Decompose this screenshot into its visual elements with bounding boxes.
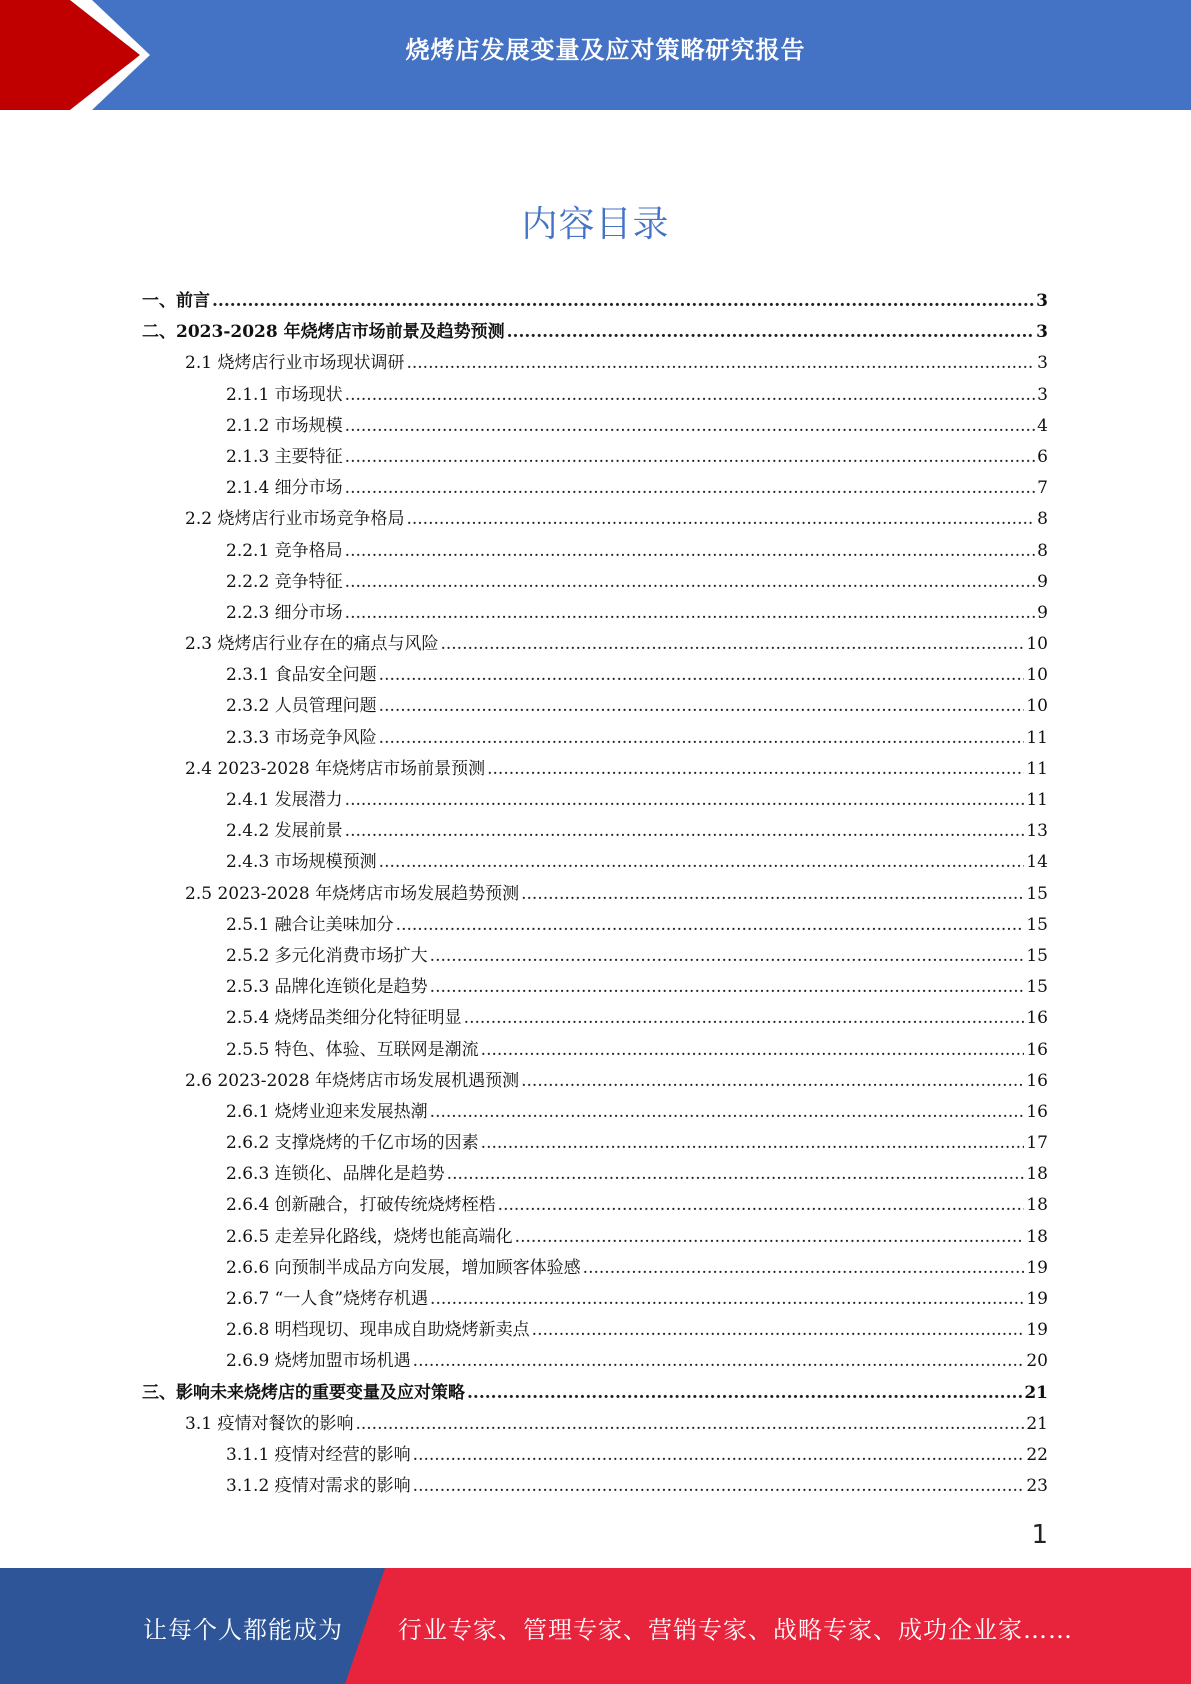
footer-slogan-right: 行业专家、管理专家、营销专家、战略专家、成功企业家…… xyxy=(398,1616,1073,1644)
toc-entry-label: 2.5.2 多元化消费市场扩大 xyxy=(226,945,428,966)
toc-dot-leader xyxy=(379,691,1025,722)
toc-entry-label: 2.4.3 市场规模预测 xyxy=(226,852,377,873)
toc-dot-leader xyxy=(430,941,1025,972)
toc-dot-leader xyxy=(345,598,1036,629)
toc-entry-label: 2.2.3 细分市场 xyxy=(226,602,343,623)
toc-entry[interactable] xyxy=(142,286,1048,317)
toc-entry-label: 2.6.2 支撑烧烤的千亿市场的因素 xyxy=(226,1133,479,1154)
toc-entry[interactable] xyxy=(142,1284,1048,1315)
toc-entry-page: 14 xyxy=(1026,852,1048,873)
toc-dot-leader xyxy=(487,754,1024,785)
toc-dot-leader xyxy=(406,504,1035,535)
toc-entry[interactable] xyxy=(142,348,1048,379)
toc-entry[interactable] xyxy=(142,785,1048,816)
toc-entry-label: 3.1.1 疫情对经营的影响 xyxy=(226,1444,411,1465)
toc-entry-label: 2.2 烧烤店行业市场竞争格局 xyxy=(185,509,405,530)
toc-dot-leader xyxy=(413,1440,1025,1471)
toc-entry-page: 10 xyxy=(1026,696,1048,717)
toc-dot-leader xyxy=(430,972,1025,1003)
toc-entry[interactable] xyxy=(142,1315,1048,1346)
toc-entry[interactable] xyxy=(142,1066,1048,1097)
toc-entry-label: 2.5.5 特色、体验、互联网是潮流 xyxy=(226,1039,479,1060)
toc-dot-leader xyxy=(379,660,1025,691)
toc-entry[interactable] xyxy=(142,598,1048,629)
toc-entry[interactable] xyxy=(142,442,1048,473)
toc-entry-label: 2.4.1 发展潜力 xyxy=(226,790,343,810)
toc-entry-label: 三、影响未来烧烤店的重要变量及应对策略 xyxy=(142,1382,465,1403)
toc-entry-label: 2.1.4 细分市场 xyxy=(226,478,343,499)
toc-entry-page: 11 xyxy=(1026,758,1048,779)
toc-entry[interactable] xyxy=(142,847,1048,878)
toc-entry-page: 3 xyxy=(1037,353,1048,374)
toc-heading: 内容目录 xyxy=(521,204,670,245)
toc-dot-leader xyxy=(345,442,1036,473)
toc-dot-leader xyxy=(413,1471,1025,1502)
toc-entry[interactable] xyxy=(142,1378,1048,1409)
toc-entry-page: 13 xyxy=(1026,821,1048,842)
toc-entry-label: 2.6.3 连锁化、品牌化是趋势 xyxy=(226,1164,445,1185)
toc-entry-page: 21 xyxy=(1024,1382,1048,1403)
toc-dot-leader xyxy=(355,1409,1024,1440)
toc-entry-page: 8 xyxy=(1037,509,1048,530)
toc-dot-leader xyxy=(345,816,1025,847)
toc-entry-label: 2.3.3 市场竞争风险 xyxy=(226,727,377,748)
toc-entry-page: 4 xyxy=(1037,415,1048,436)
toc-entry[interactable] xyxy=(142,972,1048,1003)
toc-dot-leader xyxy=(447,1159,1025,1190)
toc-entry-label: 2.6.9 烧烤加盟市场机遇 xyxy=(226,1351,411,1372)
toc-entry[interactable] xyxy=(142,879,1048,910)
toc-dot-leader xyxy=(481,1128,1025,1159)
toc-entry-label: 2.3 烧烤店行业存在的痛点与风险 xyxy=(185,634,439,655)
toc-entry-page: 16 xyxy=(1026,1070,1048,1091)
toc-entry-label: 2.6.8 明档现切、现串成自助烧烤新卖点 xyxy=(226,1320,530,1341)
toc-entry-page: 15 xyxy=(1026,977,1048,998)
toc-entry[interactable] xyxy=(142,411,1048,442)
toc-dot-leader xyxy=(521,1066,1024,1097)
toc-entry-page: 22 xyxy=(1026,1444,1048,1465)
toc-dot-leader xyxy=(440,629,1024,660)
toc-entry[interactable] xyxy=(142,473,1048,504)
toc-entry-page: 10 xyxy=(1026,634,1048,655)
toc-entry-label: 3.1.2 疫情对需求的影响 xyxy=(226,1476,411,1497)
toc-dot-leader xyxy=(345,473,1036,504)
toc-dot-leader xyxy=(345,380,1036,411)
toc-entry[interactable] xyxy=(142,1440,1048,1471)
toc-entry-label: 2.6.1 烧烤业迎来发展热潮 xyxy=(226,1101,428,1122)
table-of-contents xyxy=(142,286,1048,1502)
toc-entry-page: 3 xyxy=(1036,291,1048,311)
toc-entry-page: 19 xyxy=(1026,1320,1048,1341)
toc-entry-label: 二、2023-2028 年烧烤店市场前景及趋势预测 xyxy=(142,322,505,343)
toc-entry[interactable] xyxy=(142,691,1048,722)
toc-dot-leader xyxy=(379,847,1025,878)
toc-entry[interactable] xyxy=(142,754,1048,785)
toc-entry-label: 2.1.3 主要特征 xyxy=(226,446,343,467)
toc-entry-page: 19 xyxy=(1026,1257,1048,1278)
toc-dot-leader xyxy=(430,1284,1024,1315)
toc-dot-leader xyxy=(507,317,1035,348)
toc-dot-leader xyxy=(481,1035,1025,1066)
toc-dot-leader xyxy=(583,1253,1025,1284)
toc-dot-leader xyxy=(464,1003,1025,1034)
toc-entry-label: 2.2.2 竞争特征 xyxy=(226,571,343,592)
toc-entry-label: 2.4.2 发展前景 xyxy=(226,821,343,842)
toc-entry[interactable] xyxy=(142,1346,1048,1377)
toc-entry[interactable] xyxy=(142,723,1048,754)
toc-entry-page: 16 xyxy=(1026,1008,1048,1029)
toc-entry-page: 6 xyxy=(1037,446,1048,467)
page-number: 1 xyxy=(1031,1520,1048,1550)
toc-entry[interactable] xyxy=(142,1190,1048,1221)
toc-entry-page: 19 xyxy=(1026,1289,1048,1309)
toc-entry-label: 2.5.1 融合让美味加分 xyxy=(226,914,394,935)
toc-entry[interactable] xyxy=(142,1222,1048,1253)
toc-entry-page: 18 xyxy=(1026,1226,1048,1247)
toc-entry-label: 2.1.2 市场规模 xyxy=(226,415,343,436)
toc-entry-label: 2.1 烧烤店行业市场现状调研 xyxy=(185,353,405,374)
toc-dot-leader xyxy=(212,286,1034,317)
toc-dot-leader xyxy=(345,411,1036,442)
toc-entry-page: 20 xyxy=(1026,1351,1048,1372)
toc-entry[interactable] xyxy=(142,1097,1048,1128)
toc-entry[interactable] xyxy=(142,567,1048,598)
toc-entry-page: 9 xyxy=(1037,571,1048,592)
footer-banner xyxy=(0,1568,1191,1684)
toc-dot-leader xyxy=(345,567,1036,598)
toc-dot-leader xyxy=(345,785,1025,816)
toc-dot-leader xyxy=(396,910,1025,941)
toc-entry-page: 15 xyxy=(1026,883,1048,904)
toc-entry[interactable] xyxy=(142,910,1048,941)
toc-dot-leader xyxy=(430,1097,1025,1128)
toc-entry[interactable] xyxy=(142,504,1048,535)
toc-dot-leader xyxy=(467,1378,1022,1409)
toc-dot-leader xyxy=(521,879,1024,910)
toc-entry-page: 10 xyxy=(1026,665,1048,686)
toc-dot-leader xyxy=(413,1346,1025,1377)
toc-entry-page: 18 xyxy=(1026,1195,1048,1216)
toc-dot-leader xyxy=(532,1315,1025,1346)
toc-entry[interactable] xyxy=(142,1253,1048,1284)
toc-entry[interactable] xyxy=(142,1409,1048,1440)
toc-entry-label: 2.6 2023-2028 年烧烤店市场发展机遇预测 xyxy=(185,1070,520,1091)
toc-entry-label: 3.1 疫情对餐饮的影响 xyxy=(185,1413,354,1434)
toc-entry[interactable] xyxy=(142,629,1048,660)
toc-entry-page: 23 xyxy=(1026,1476,1048,1497)
toc-dot-leader xyxy=(498,1190,1025,1221)
toc-entry-label: 2.6.4 创新融合，打破传统烧烤桎梏 xyxy=(226,1195,496,1216)
toc-entry-label: 2.2.1 竞争格局 xyxy=(226,540,343,561)
toc-entry[interactable] xyxy=(142,1128,1048,1159)
toc-entry[interactable] xyxy=(142,317,1048,348)
toc-entry-label: 2.3.2 人员管理问题 xyxy=(226,696,377,717)
toc-entry[interactable] xyxy=(142,1471,1048,1502)
toc-entry-page: 11 xyxy=(1026,790,1048,810)
toc-entry[interactable] xyxy=(142,1003,1048,1034)
toc-entry-label: 2.5.4 烧烤品类细分化特征明显 xyxy=(226,1008,462,1029)
toc-entry-page: 16 xyxy=(1026,1039,1048,1060)
toc-entry-label: 2.1.1 市场现状 xyxy=(226,384,343,405)
report-title: 烧烤店发展变量及应对策略研究报告 xyxy=(405,36,806,64)
toc-entry-label: 一、前言 xyxy=(142,291,210,311)
toc-entry-page: 3 xyxy=(1036,322,1048,343)
toc-entry[interactable] xyxy=(142,536,1048,567)
toc-entry-label: 2.6.5 走差异化路线，烧烤也能高端化 xyxy=(226,1226,513,1247)
toc-entry[interactable] xyxy=(142,1159,1048,1190)
toc-dot-leader xyxy=(345,536,1036,567)
toc-entry[interactable] xyxy=(142,1035,1048,1066)
toc-dot-leader xyxy=(379,723,1025,754)
header-bar xyxy=(0,0,1191,110)
toc-entry-label: 2.4 2023-2028 年烧烤店市场前景预测 xyxy=(185,758,486,779)
toc-entry-page: 15 xyxy=(1026,914,1048,935)
toc-entry-page: 9 xyxy=(1037,602,1048,623)
toc-entry-page: 3 xyxy=(1037,384,1048,405)
footer-slogan-left: 让每个人都能成为 xyxy=(143,1616,343,1644)
toc-dot-leader xyxy=(515,1222,1025,1253)
toc-entry-page: 15 xyxy=(1026,945,1048,966)
toc-entry-page: 18 xyxy=(1026,1164,1048,1185)
toc-entry-page: 16 xyxy=(1026,1101,1048,1122)
toc-entry[interactable] xyxy=(142,660,1048,691)
toc-entry-page: 17 xyxy=(1026,1133,1048,1154)
toc-entry[interactable] xyxy=(142,380,1048,411)
toc-entry-label: 2.5 2023-2028 年烧烤店市场发展趋势预测 xyxy=(185,883,520,904)
toc-entry-label: 2.6.7 “一人食”烧烤存机遇 xyxy=(226,1289,429,1309)
toc-entry[interactable] xyxy=(142,816,1048,847)
toc-entry[interactable] xyxy=(142,941,1048,972)
toc-entry-page: 7 xyxy=(1037,478,1048,499)
toc-entry-label: 2.3.1 食品安全问题 xyxy=(226,665,377,686)
toc-entry-label: 2.5.3 品牌化连锁化是趋势 xyxy=(226,977,428,998)
toc-entry-label: 2.6.6 向预制半成品方向发展，增加顾客体验感 xyxy=(226,1257,581,1278)
toc-dot-leader xyxy=(406,348,1035,379)
toc-entry-page: 8 xyxy=(1037,540,1048,561)
toc-entry-page: 21 xyxy=(1026,1413,1048,1434)
toc-entry-page: 11 xyxy=(1026,727,1048,748)
